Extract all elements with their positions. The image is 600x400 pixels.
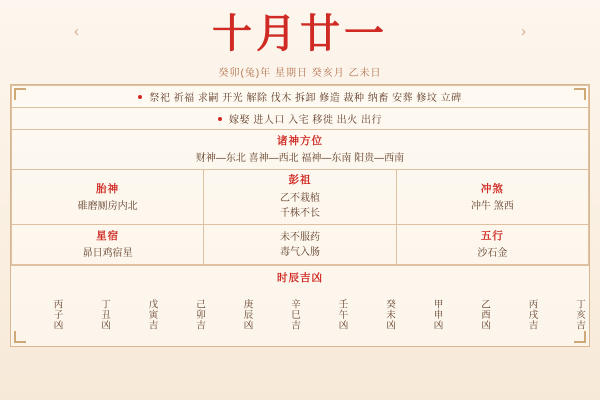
xingxiu-title: 星宿 xyxy=(96,230,120,242)
taishen-cell xyxy=(12,170,204,225)
corner-ornament-top-right xyxy=(574,88,586,100)
date-subtitle: 癸卯(兔)年 星期日 癸亥月 乙未日 xyxy=(218,68,382,79)
table-row-taishen xyxy=(12,170,589,225)
deities-body: 财神—东北 喜神—西北 福神—东南 阳贵—西南 xyxy=(195,153,405,164)
wuxing-cell xyxy=(396,225,588,265)
hour-item[interactable]: 甲申凶 xyxy=(431,299,443,331)
next-day-button[interactable]: › xyxy=(521,23,526,40)
bullet-icon xyxy=(218,117,222,121)
previous-day-button[interactable]: ‹ xyxy=(74,23,79,40)
almanac-frame xyxy=(10,84,590,347)
chongsha-body: 冲牛 煞西 xyxy=(470,200,514,212)
xingxiu-body: 昴日鸡宿星 xyxy=(82,248,133,259)
pengzu-secondary-line-1: 未不服药 xyxy=(279,231,320,243)
table-row-yi xyxy=(12,86,589,108)
hour-item[interactable]: 丁丑凶 xyxy=(99,299,110,331)
hour-item[interactable]: 己卯吉 xyxy=(194,299,205,331)
xingxiu-cell xyxy=(12,225,204,265)
page-header xyxy=(0,0,600,84)
hour-item[interactable]: 庚辰凶 xyxy=(241,299,253,331)
almanac-table xyxy=(11,85,589,265)
hour-item[interactable]: 戊寅吉 xyxy=(146,299,158,331)
hour-item[interactable]: 辛巳吉 xyxy=(289,299,300,331)
chongsha-cell xyxy=(396,170,588,225)
hour-item[interactable]: 丙子凶 xyxy=(51,299,63,331)
corner-ornament-bottom-right xyxy=(574,331,586,343)
wuxing-title: 五行 xyxy=(480,230,504,242)
table-row-xingxiu xyxy=(12,225,589,265)
bullet-icon xyxy=(138,95,142,99)
chongsha-title: 冲煞 xyxy=(480,182,504,195)
table-row-deities xyxy=(12,130,589,170)
table-row-ji xyxy=(12,108,589,130)
hour-item[interactable]: 癸未凶 xyxy=(384,299,395,331)
hours-section-title: 时辰吉凶 xyxy=(11,265,589,288)
ji-items: 嫁娶 进人口 入宅 移徙 出火 出行 xyxy=(229,115,382,126)
deities-cell xyxy=(12,130,589,170)
pengzu-title: 彭祖 xyxy=(288,174,312,186)
pengzu-secondary-cell xyxy=(204,225,396,265)
hours-list xyxy=(11,288,589,346)
taishen-title: 胎神 xyxy=(96,182,120,195)
ji-cell xyxy=(12,108,589,130)
corner-ornament-bottom-left xyxy=(14,331,26,343)
deities-title: 诸神方位 xyxy=(277,135,323,147)
hour-item[interactable]: 丁亥吉 xyxy=(574,299,585,331)
wuxing-body: 沙石金 xyxy=(477,248,508,259)
page-title: 十月廿一 xyxy=(212,11,388,56)
hour-item[interactable]: 壬午凶 xyxy=(336,299,348,331)
yi-cell xyxy=(12,86,589,108)
corner-ornament-top-left xyxy=(14,88,26,100)
pengzu-secondary-line-2: 毒气入肠 xyxy=(279,246,320,258)
pengzu-line-1: 乙不栽植 xyxy=(279,193,320,204)
pengzu-cell xyxy=(204,170,396,225)
taishen-body: 碓磨厕房内北 xyxy=(77,200,138,212)
hour-item[interactable]: 乙酉凶 xyxy=(479,299,490,331)
pengzu-line-2: 千株不长 xyxy=(279,208,320,219)
hour-item[interactable]: 丙戌吉 xyxy=(526,299,538,331)
yi-items: 祭祀 祈福 求嗣 开光 解除 伐木 拆卸 修造 裁种 纳畜 安葬 修坟 立碑 xyxy=(149,93,462,104)
